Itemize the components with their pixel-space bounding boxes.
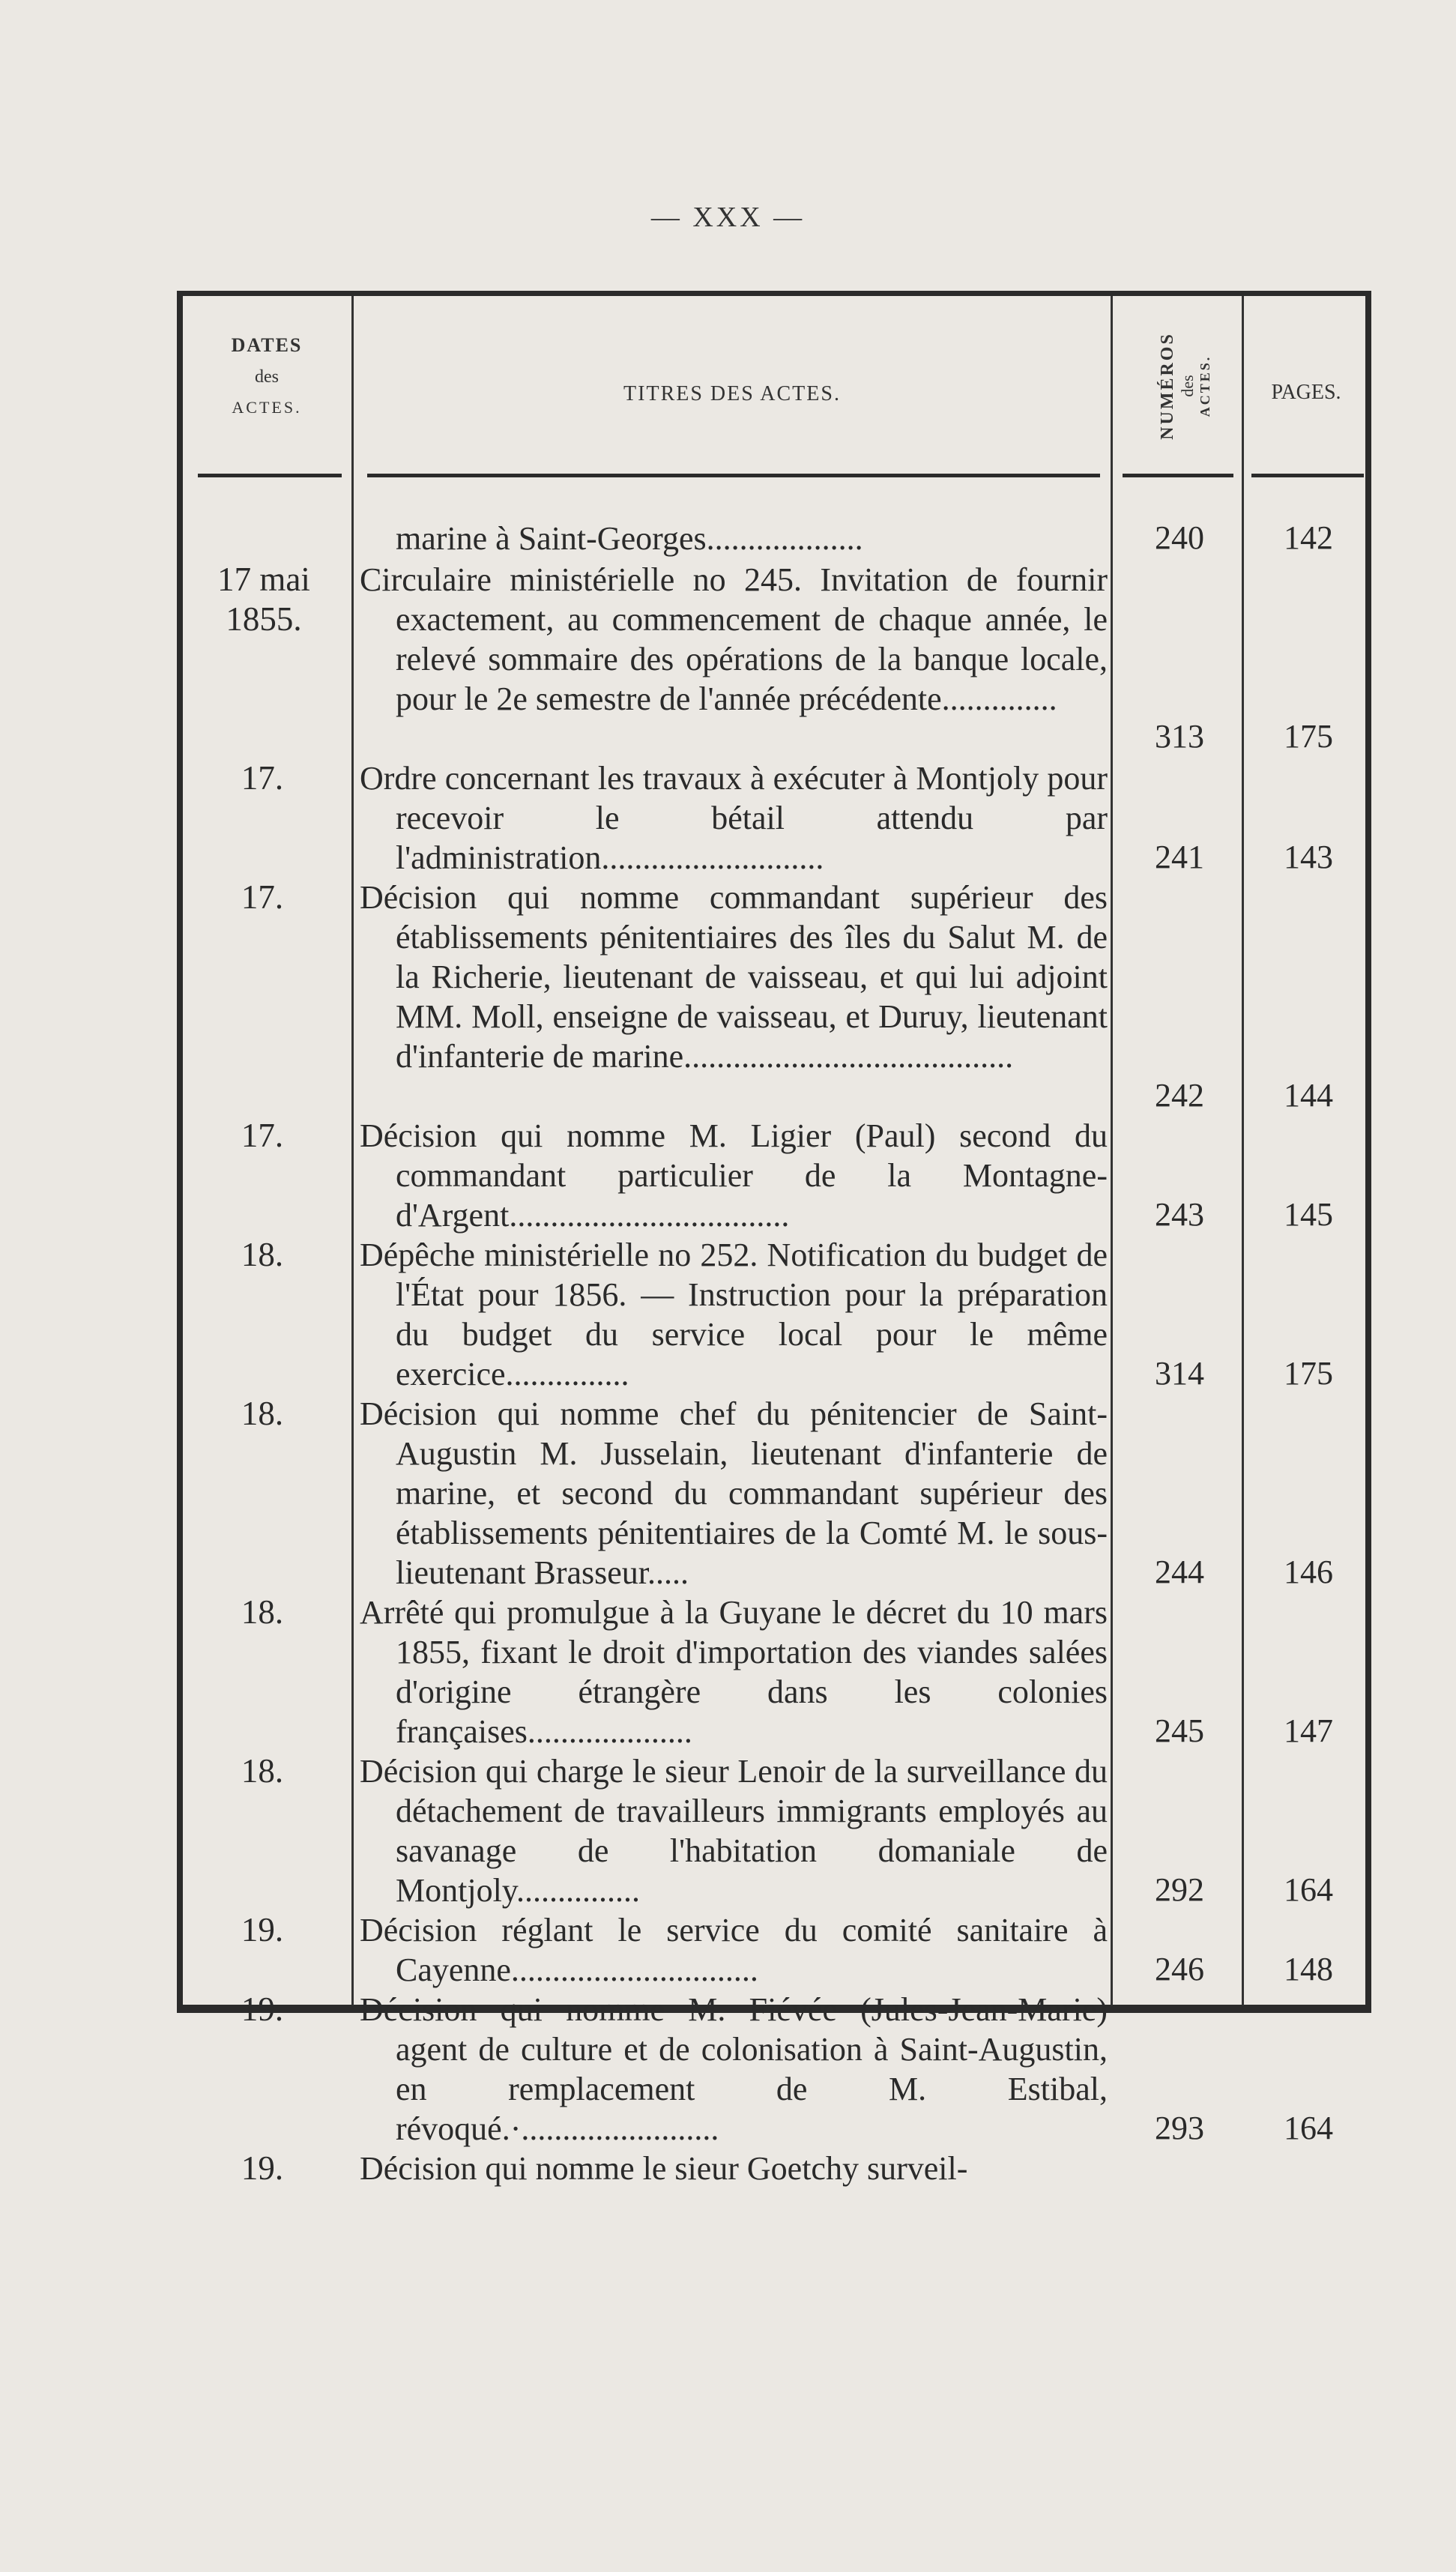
row-title: Décision qui nomme le sieur Goetchy surveil-: [360, 2150, 968, 2187]
header-pages: PAGES.: [1271, 381, 1341, 404]
row-page: 147: [1284, 1712, 1333, 1749]
row-page: 164: [1284, 1871, 1333, 1908]
row-number: 241: [1155, 839, 1204, 875]
row-number: 313: [1155, 718, 1204, 755]
header-numeros-line2: des: [1178, 375, 1197, 397]
row-page: 146: [1284, 1554, 1333, 1590]
row-number: 244: [1155, 1554, 1204, 1590]
row-number: 243: [1155, 1196, 1204, 1233]
row-page: 143: [1284, 839, 1333, 875]
row-title: marine à Saint-Georges...................: [396, 520, 863, 557]
row-number: 242: [1155, 1077, 1204, 1114]
header-rule: [198, 474, 342, 477]
page-header: — XXX —: [650, 202, 806, 233]
column-divider: [1111, 296, 1113, 2005]
header-numeros-line3: ACTES.: [1197, 354, 1212, 417]
row-title: Décision qui nomme M. Ligier (Paul) second du commandant particulier de la Montagne-d'Argent..................................: [360, 1117, 1108, 1234]
row-page: 164: [1284, 2110, 1333, 2146]
row-date: 17.: [241, 759, 284, 797]
column-divider: [351, 296, 354, 2005]
row-number: 240: [1155, 519, 1204, 556]
header-numeros-line1: NUMÉROS: [1158, 332, 1177, 440]
row-number: 245: [1155, 1712, 1204, 1749]
row-date: 18.: [241, 1395, 284, 1432]
row-date: 17 mai 1855.: [217, 561, 310, 638]
row-date: 17.: [241, 878, 284, 916]
header-dates-line3: ACTES.: [232, 398, 302, 417]
header-rule: [1123, 474, 1233, 477]
header-titres: TITRES DES ACTES.: [623, 382, 841, 405]
row-number: 246: [1155, 1951, 1204, 1987]
row-title: Décision réglant le service du comité sanitaire à Cayenne..............................: [360, 1912, 1108, 1988]
header-dates-line2: des: [255, 367, 279, 387]
row-page: 145: [1284, 1196, 1333, 1233]
row-title: Arrêté qui promulgue à la Guyane le décret du 10 mars 1855, fixant le droit d'importation des viandes salées d'origine étrangère dans les colonies françaises....................: [360, 1594, 1108, 1750]
row-date: 19.: [241, 2149, 284, 2187]
row-title: Décision qui charge le sieur Lenoir de la surveillance du détachement de travailleurs immigrants employés au savanage de l'habitation domaniale de Montjoly...............: [360, 1753, 1108, 1909]
row-title: Décision qui nomme commandant supérieur des établissements pénitentiaires des îles du Salut M. de la Richerie, lieutenant de vaisseau, et qui lui adjoint MM. Moll, enseigne de vaisseau, et Duruy, lieutenant d'infanterie de marine........................................: [360, 879, 1108, 1075]
row-title: Décision qui nomme chef du pénitencier de Saint-Augustin M. Jusselain, lieutenant d'infanterie de marine, et second du commandant supérieur des établissements pénitentiaires de la Comté M. le sous-lieutenant Brasseur.....: [360, 1395, 1108, 1591]
row-number: 314: [1155, 1355, 1204, 1392]
row-date: 18.: [241, 1236, 284, 1273]
row-page: 175: [1284, 718, 1333, 755]
row-date: 18.: [241, 1752, 284, 1790]
row-number: 292: [1155, 1871, 1204, 1908]
header-rule: [367, 474, 1100, 477]
row-date: 19.: [241, 1911, 284, 1948]
row-page: 148: [1284, 1951, 1333, 1987]
header-rule: [1251, 474, 1364, 477]
row-date: 17.: [241, 1117, 284, 1154]
row-page: 175: [1284, 1355, 1333, 1392]
row-title: Ordre concernant les travaux à exécuter à Montjoly pour recevoir le bétail attendu par l'administration...........................: [360, 760, 1108, 876]
row-title: Dépêche ministérielle no 252. Notification du budget de l'État pour 1856. — Instruction pour la préparation du budget du service local pour le même exercice...............: [360, 1237, 1108, 1392]
row-date: 18.: [241, 1593, 284, 1631]
header-numeros: [1115, 315, 1241, 465]
row-title: Circulaire ministérielle no 245. Invitation de fournir exactement, au commencement de chaque année, le relevé sommaire des opérations de la banque locale, pour le 2e semestre de l'année précédente..............: [360, 561, 1108, 717]
header-dates-line1: DATES: [231, 334, 303, 356]
row-title: Décision qui nomme M. Fiévée (Jules-Jean-Marie) agent de culture et de colonisation à Saint-Augustin, en remplacement de M. Estibal, révoqué.·........................: [360, 1991, 1108, 2147]
header-dates: [183, 334, 351, 417]
row-number: 293: [1155, 2110, 1204, 2146]
row-page: 142: [1284, 519, 1333, 556]
row-date: 19.: [241, 1990, 284, 2028]
row-page: 144: [1284, 1077, 1333, 1114]
